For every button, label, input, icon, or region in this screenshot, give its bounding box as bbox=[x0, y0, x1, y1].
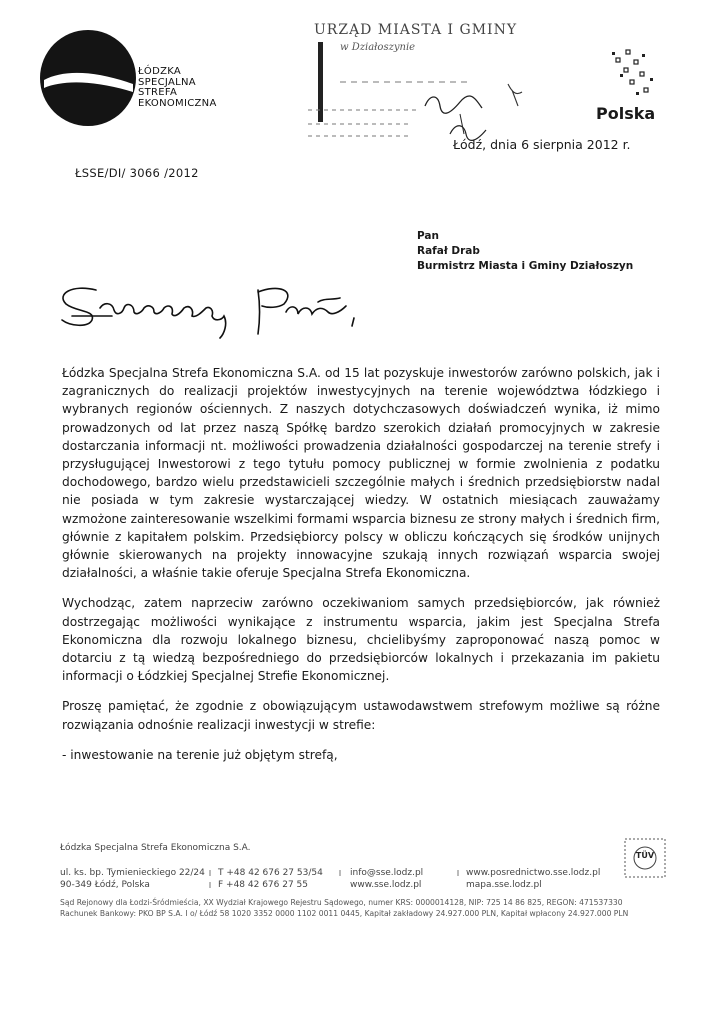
footer-company-name: Łódzka Specjalna Strefa Ekonomiczna S.A. bbox=[60, 843, 251, 853]
body-paragraph: Łódzka Specjalna Strefa Ekonomiczna S.A. od 15 lat pozyskuje inwestorów zarówno polskich, jak i zagranicznych do realizacji projektów inwestycyjnych na terenie województwa łódzkiego i wybranych regionów ościennych. Z naszych dotychczasowych doświadczeń wynika, iż mimo prowadzonych od lat przez naszą Spółkę bardzo szerokich działań promocyjnych w zakresie dostarczania informacji nt. możliwości prowadzenia działalności gospodarczej na terenie strefy i przysługującej Inwestorowi z tego tytułu pomocy publicznej w formie zwolnienia z podatku dochodowego, bardzo wielu przedstawicieli szczególnie małych i średnich przedsiębiorstw nadal nie posiada w tym zakresie wystarczającej wiedzy. W ostatnich miesiącach zauważamy wzmożone zainteresowanie wszelkimi formami wsparcia biznesu ze strony małych i średnich firm, głównie z kapitałem polskim. Przedsiębiorcy polscy w obliczu kończących się środków unijnych głównie skierowanych na projekty innowacyjne szukają innych rozwiązań wsparcia swojej działalności, a właśnie takie oferuje Specjalna Strefa Ekonomiczna. bbox=[62, 366, 660, 581]
letter-body bbox=[62, 364, 660, 764]
polska-wordmark: Polska bbox=[596, 104, 656, 123]
stamp-marks bbox=[300, 14, 525, 154]
footer-map-link[interactable]: mapa.sse.lodz.pl bbox=[466, 880, 542, 890]
incoming-stamp bbox=[300, 14, 525, 154]
footer-website-link[interactable]: www.sse.lodz.pl bbox=[350, 880, 422, 890]
polska-logo-icon bbox=[606, 48, 656, 103]
footer-address-street: ul. ks. bp. Tymienieckiego 22/24 bbox=[60, 868, 205, 878]
footer-address bbox=[60, 867, 205, 891]
handwritten-salutation bbox=[52, 276, 372, 346]
recipient-title: Pan bbox=[417, 230, 439, 242]
reference-number: ŁSSE/DI/ 3066 /2012 bbox=[75, 166, 199, 180]
body-paragraph: Proszę pamiętać, że zgodnie z obowiązującym ustawodawstwem strefowym możliwe są różne rozwiązania odnośnie realizacji inwestycji w strefie: bbox=[62, 699, 660, 732]
recipient-position: Burmistrz Miasta i Gminy Działoszyn bbox=[417, 260, 634, 272]
body-paragraph: - inwestowanie na terenie już objętym strefą, bbox=[62, 747, 338, 762]
tuv-certification-badge bbox=[624, 838, 666, 878]
logo-line: ŁÓDZKA bbox=[138, 66, 182, 77]
footer-fax-number: F +48 42 676 27 55 bbox=[218, 880, 309, 890]
footer-web bbox=[466, 867, 600, 891]
recipient-name: Rafał Drab bbox=[417, 245, 480, 257]
footer-separators bbox=[208, 867, 468, 893]
logo-wordmark bbox=[138, 67, 217, 109]
lodzka-sse-logo bbox=[38, 28, 138, 128]
footer-website2-link[interactable]: www.posrednictwo.sse.lodz.pl bbox=[466, 868, 601, 878]
logo-line: SPECJALNA bbox=[138, 76, 196, 88]
footer-registry-bank: Rachunek Bankowy: PKO BP S.A. I o/ Łódź 58 1020 3352 0000 1102 0011 0445, Kapitał zakładowy 24.927.000 PLN, Kapitał wpłacony 24.927.000 PLN bbox=[60, 909, 629, 918]
stamp-office-location: w Działoszynie bbox=[340, 42, 416, 53]
footer-email-link[interactable]: info@sse.lodz.pl bbox=[350, 868, 424, 878]
logo-line: STREFA bbox=[138, 87, 178, 98]
stamp-office-name: URZĄD MIASTA I GMINY bbox=[314, 22, 518, 38]
footer-address-city: 90-349 Łódź, Polska bbox=[60, 880, 150, 890]
recipient-block bbox=[417, 229, 633, 274]
logo-line: EKONOMICZNA bbox=[138, 97, 217, 109]
body-paragraph: Wychodząc, zatem naprzeciw zarówno oczekiwaniom samych przedsiębiorców, jak również dostrzegając możliwości wynikające z instrumentu wsparcia, jakim jest Specjalna Strefa Ekonomiczna dla rozwoju lokalnego biznesu, chcielibyśmy zaproponować naszą pomoc w dotarciu z tą wiedzą bezpośredniego do przedsiębiorców lokalnych i przekazania im pakietu informacji o Łódzkiej Specjalnej Strefie Ekonomicznej. bbox=[62, 596, 660, 684]
footer-phone-number: T +48 42 676 27 53/54 bbox=[218, 868, 323, 878]
footer-registry bbox=[60, 897, 628, 919]
letter-date: Łódź, dnia 6 sierpnia 2012 r. bbox=[453, 137, 631, 152]
footer-registry-court: Sąd Rejonowy dla Łodzi-Śródmieścia, XX Wydział Krajowego Rejestru Sądowego, numer KRS: 0000014128, NIP: 725 14 86 825, REGON: 471537330 bbox=[60, 898, 623, 907]
tuv-label: TÜV bbox=[635, 851, 655, 860]
